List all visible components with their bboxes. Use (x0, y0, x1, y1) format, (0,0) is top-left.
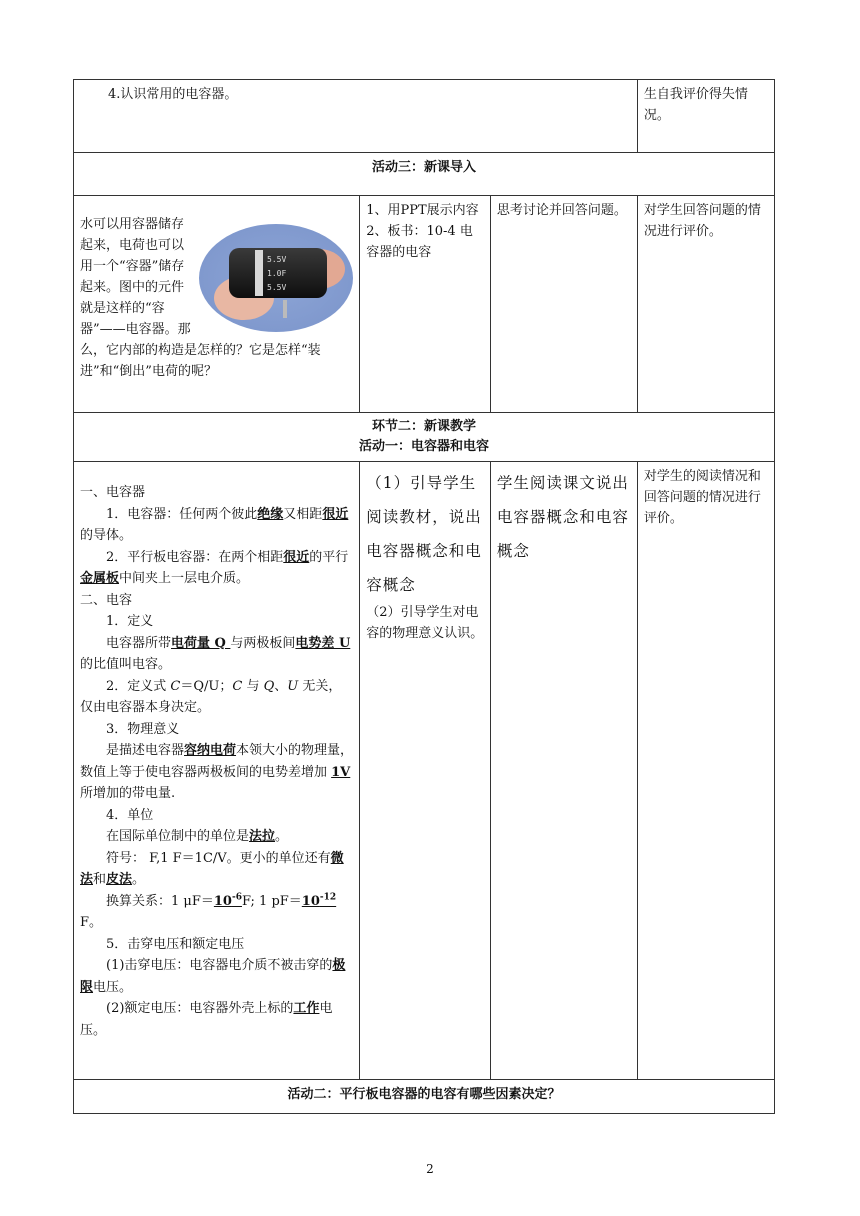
evaluation-cell (637, 196, 774, 413)
physical-meaning-text: 是描述电容器容纳电荷本领大小的物理量，数值上等于使电容器两极板间的电势差增加 1V 所增加的带电量. (80, 743, 354, 801)
teacher-step-1: （1）引导学生阅读教材，说出电容器概念和电容概念 (366, 474, 482, 594)
activity2-title: 活动二：平行板电容器的电容有哪些因素决定？ (287, 1087, 561, 1102)
page-number: 2 (426, 1162, 434, 1176)
teacher-activity-cell (360, 196, 491, 413)
section2-subtitle: 活动一：电容器和电容 (358, 439, 489, 454)
section2-title: 环节二：新课教学 (371, 419, 476, 434)
unit-conversion: 换算关系：1 $\mu F=10^{-6}F$; 1 $pF=10^{-12}$ F。 (80, 892, 337, 930)
table-row (74, 462, 775, 1080)
lesson-plan-table (73, 79, 775, 1114)
teacher-step-2: （2）引导学生对电容的物理意义认识。 (366, 605, 484, 641)
evaluation-cell (637, 462, 774, 1080)
sub-definition: 1．定义 (106, 614, 154, 629)
photo-label-1: 5.5V (267, 255, 287, 264)
evaluation-text: 对学生的阅读情况和回答问题的情况进行评价。 (643, 469, 761, 526)
rated-voltage: (2)额定电压：电容器外壳上标的工作电压。 (80, 1001, 333, 1038)
table-row (74, 1080, 775, 1114)
evaluation-text: 对学生回答问题的情况进行评价。 (643, 203, 761, 239)
section-header (74, 153, 775, 196)
content-cell (74, 80, 638, 153)
student-activity: 学生阅读课文说出电容器概念和电容概念 (496, 474, 629, 560)
photo-label-3: 5.5V (267, 283, 287, 292)
objective-item-4: 4.认识常用的电容器。 (108, 87, 238, 102)
sub-physical-meaning: 3．物理意义 (106, 721, 180, 737)
section-header (74, 413, 775, 462)
capacitance-definition: 电容器所带电荷量 Q 与两极板间电势差 U 的比值叫电容。 (80, 635, 351, 672)
table-row (74, 196, 775, 413)
student-activity-cell (490, 462, 637, 1080)
teacher-step-1: 1、用PPT展示内容 (366, 203, 479, 218)
breakdown-voltage: (1)击穿电压：电容器电介质不被击穿的极限电压。 (80, 958, 346, 995)
content-cell (74, 462, 360, 1080)
activity3-title: 活动三：新课导入 (371, 160, 476, 175)
heading-capacitance: 二、电容 (80, 592, 133, 608)
table-row (74, 413, 775, 462)
capacitor-definition: 1．电容器：任何两个彼此绝缘又相距很近的导体。 (80, 506, 349, 543)
student-activity-cell (490, 196, 637, 413)
intro-text: 水可以用容器储存起来，电荷也可以用一个“容器”储存起来。图中的元件就是这样的“容器”——电容器。那么，它内部的构造是怎样的？它是怎样“装进”和“倒出”电荷的呢？ (80, 217, 321, 379)
formula-definition: 2．定义式 C＝Q/U；C 与 Q、U 无关，仅由电容器本身决定。 (80, 678, 342, 715)
table-row (74, 80, 775, 153)
unit-symbol-text: 符号： F,1 F＝1C/V。更小的单位还有微法和皮法。 (80, 850, 344, 887)
table-row (74, 153, 775, 196)
content-cell (74, 196, 360, 413)
photo-label-2: 1.0F (267, 269, 287, 278)
heading-capacitor: 一、电容器 (80, 485, 146, 500)
parallel-plate-definition: 2．平行板电容器：在两个相距很近的平行金属板中间夹上一层电介质。 (80, 549, 349, 586)
unit-text: 在国际单位制中的单位是法拉。 (106, 829, 289, 844)
teacher-step-2: 2、板书：10-4 电容器的电容 (366, 224, 473, 260)
evaluation-cell (637, 80, 774, 153)
sub-unit: 4．单位 (106, 807, 154, 823)
student-activity: 思考讨论并回答问题。 (496, 203, 627, 218)
capacitor-photo (199, 224, 353, 332)
sub-voltage: 5．击穿电压和额定电压 (106, 936, 245, 952)
teacher-activity-cell (360, 462, 491, 1080)
evaluation-text: 生自我评价得失情况。 (643, 87, 748, 123)
section-header (74, 1080, 775, 1114)
